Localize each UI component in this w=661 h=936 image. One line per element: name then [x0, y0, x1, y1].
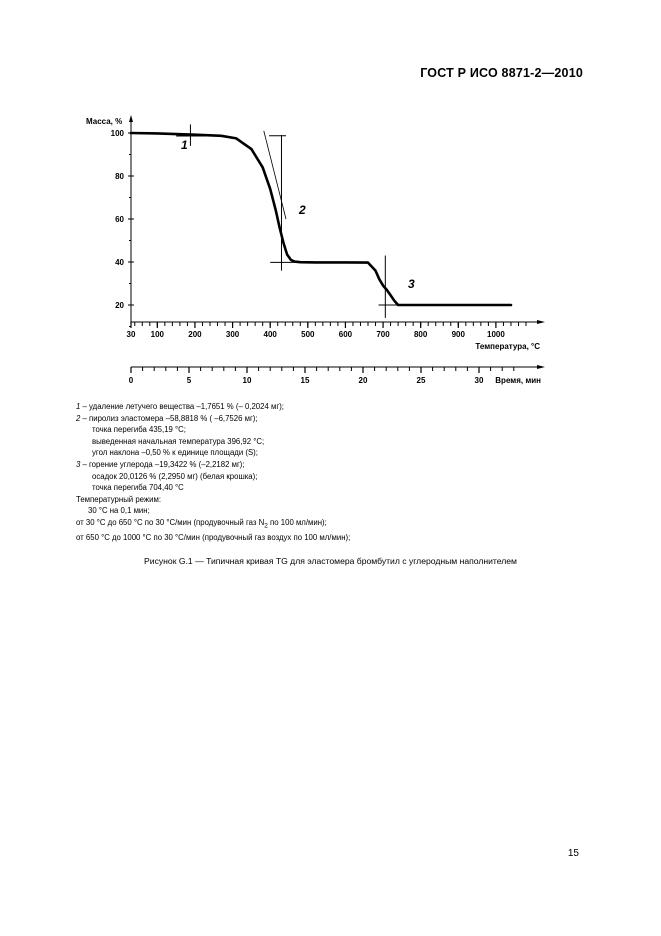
standard-header: ГОСТ Р ИСО 8871-2—2010 [420, 66, 583, 80]
temperature-tick-label: 300 [225, 330, 240, 339]
time-tick-label: 20 [358, 376, 368, 385]
time-tick-label: 0 [128, 376, 134, 385]
temperature-tick-label: 800 [413, 330, 428, 339]
tg-chart [0, 0, 661, 400]
annotation-2: 2 [299, 203, 306, 217]
legend-item-2: 2 – пиролиз эластомера –58,8818 % ( –6,7526 мг); [76, 413, 258, 423]
y-axis-label: Масса, % [86, 117, 123, 126]
temperature-mode-1: 30 °C на 0,1 мин; [88, 506, 150, 516]
x-axis-label: Температура, °C [475, 342, 540, 351]
temperature-tick-label: 500 [301, 330, 315, 339]
y-ticks [111, 129, 134, 327]
time-tick-label: 25 [416, 376, 426, 385]
y-tick-label: 60 [115, 215, 124, 224]
y-tick-label: 20 [115, 301, 124, 310]
y-tick-label: 80 [115, 172, 124, 181]
time-tick-label: 10 [242, 376, 252, 385]
annotation-3: 3 [408, 277, 415, 291]
legend-item-1: 1 – удаление летучего вещества –1,7651 % (– 0,2024 мг); [76, 402, 284, 411]
temperature-tick-label: 600 [338, 330, 353, 339]
y-axis [86, 115, 133, 322]
temperature-tick-label: 200 [188, 330, 202, 339]
temperature-tick-label: 1000 [487, 330, 505, 339]
time-tick-label: 30 [474, 376, 484, 385]
time-axis-label: Время, мин [495, 376, 541, 385]
page-number: 15 [567, 848, 579, 859]
temperature-mode-2: от 30 °C до 650 °C по 30 °C/мин (продувочный газ $N_2$ по 100 мл/мин); [76, 517, 327, 530]
legend-item-3-residue: осадок 20,0126 % (2,2950 мг) (белая крошка); [92, 471, 258, 481]
legend-item-3: 3 – горение углерода –19,3422 % (–2,2182 мг); [76, 459, 245, 469]
time-tick-label: 15 [300, 376, 310, 385]
temperature-ticks [127, 322, 526, 339]
temperature-mode-3: от 650 °C до 1000 °C по 30 °C/мин (продувочный газ воздух по 100 мл/мин); [76, 533, 351, 543]
legend-item-2-inflection: точка перегиба 435,19 °C; [92, 425, 186, 435]
time-ticks [129, 367, 514, 385]
temperature-tick-label: 900 [451, 330, 465, 339]
construction-lines [176, 124, 398, 318]
tg-curve [131, 133, 511, 305]
y-tick-label: 40 [115, 258, 124, 267]
temperature-tick-label: 30 [126, 330, 136, 339]
legend-item-2-onset: выведенная начальная температура 396,92 °C; [92, 436, 265, 446]
temperature-tick-label: 700 [376, 330, 390, 339]
legend-item-2-slope: угол наклона –0,50 % к единице площади (S); [92, 448, 258, 458]
time-tick-label: 5 [186, 376, 192, 385]
y-tick-label: 100 [110, 129, 124, 138]
temperature-mode-title: Температурный режим: [76, 494, 162, 504]
temperature-tick-label: 400 [263, 330, 277, 339]
temperature-tick-label: 100 [150, 330, 165, 339]
figure-caption: Рисунок G.1 — Типичная кривая TG для эластомера бромбутил с углеродным наполнителем [144, 556, 517, 566]
annotation-1: 1 [181, 138, 188, 152]
figure-legend [76, 401, 596, 544]
legend-item-3-inflection: точка перегиба 704,40 °C [92, 483, 184, 493]
